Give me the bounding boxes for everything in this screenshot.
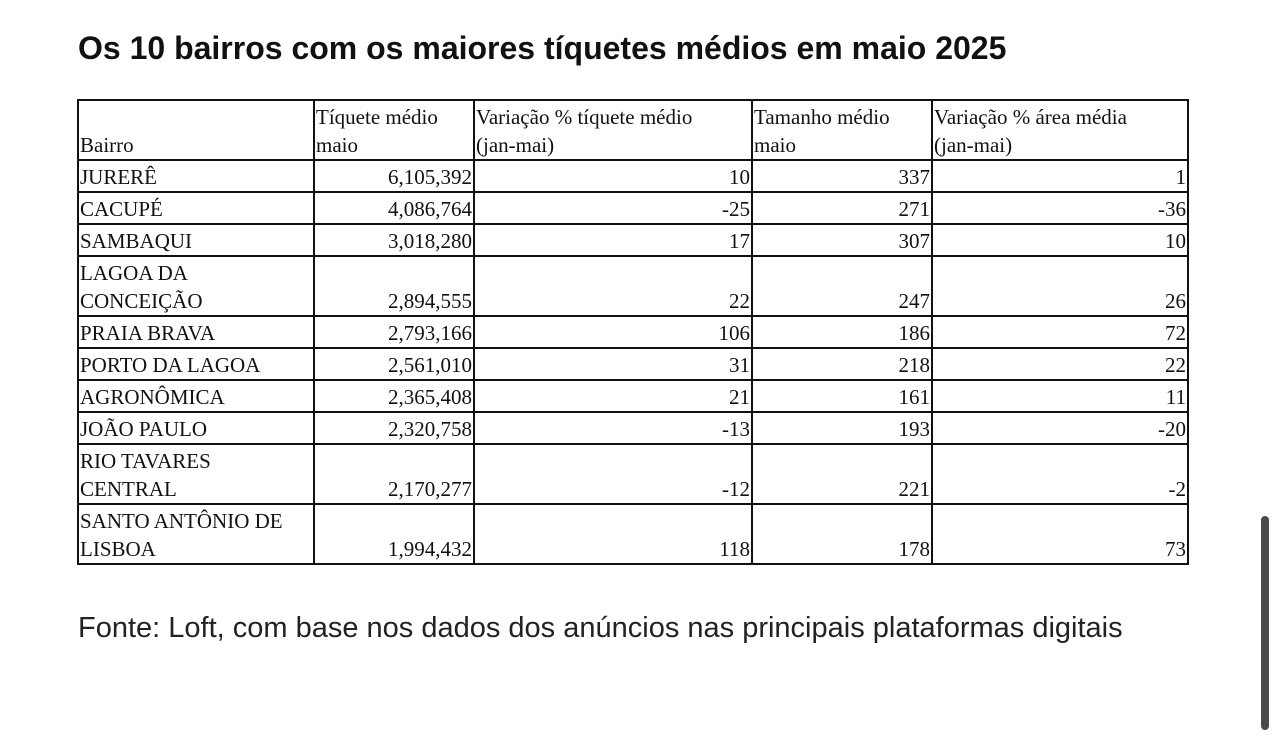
cell-ticket: 2,894,555 (314, 256, 474, 316)
cell-tamanho: 307 (752, 224, 932, 256)
cell-tamanho: 186 (752, 316, 932, 348)
cell-var-ticket: -13 (474, 412, 752, 444)
cell-var-ticket: 118 (474, 504, 752, 564)
source-note: Fonte: Loft, com base nos dados dos anúncios nas principais plataformas digitais (78, 612, 1123, 644)
cell-bairro: SAMBAQUI (78, 224, 314, 256)
header-var-area: Variação % área média (jan-mai) (932, 100, 1188, 160)
cell-bairro: SANTO ANTÔNIO DE LISBOA (78, 504, 314, 564)
cell-ticket: 3,018,280 (314, 224, 474, 256)
cell-tamanho: 337 (752, 160, 932, 192)
cell-tamanho: 271 (752, 192, 932, 224)
cell-var-area: 72 (932, 316, 1188, 348)
table-row (78, 412, 1188, 444)
cell-bairro: AGRONÔMICA (78, 380, 314, 412)
cell-tamanho: 178 (752, 504, 932, 564)
cell-bairro: PRAIA BRAVA (78, 316, 314, 348)
cell-ticket: 6,105,392 (314, 160, 474, 192)
cell-var-area: 22 (932, 348, 1188, 380)
cell-bairro: JOÃO PAULO (78, 412, 314, 444)
cell-ticket: 1,994,432 (314, 504, 474, 564)
cell-ticket: 2,561,010 (314, 348, 474, 380)
cell-bairro: LAGOA DA CONCEIÇÃO (78, 256, 314, 316)
header-bairro: Bairro (78, 100, 314, 160)
cell-bairro: RIO TAVARES CENTRAL (78, 444, 314, 504)
cell-tamanho: 161 (752, 380, 932, 412)
table-row (78, 316, 1188, 348)
cell-bairro: CACUPÉ (78, 192, 314, 224)
cell-var-ticket: 17 (474, 224, 752, 256)
header-var-ticket: Variação % tíquete médio (jan-mai) (474, 100, 752, 160)
cell-tamanho: 193 (752, 412, 932, 444)
header-ticket: Tíquete médio maio (314, 100, 474, 160)
cell-ticket: 2,793,166 (314, 316, 474, 348)
cell-var-area: -20 (932, 412, 1188, 444)
cell-var-ticket: 21 (474, 380, 752, 412)
table-row (78, 256, 1188, 316)
cell-var-ticket: -12 (474, 444, 752, 504)
cell-var-area: 10 (932, 224, 1188, 256)
cell-tamanho: 221 (752, 444, 932, 504)
table-header-row (78, 100, 1188, 160)
cell-ticket: 2,365,408 (314, 380, 474, 412)
table-row (78, 224, 1188, 256)
cell-var-area: -2 (932, 444, 1188, 504)
data-table (77, 99, 1189, 565)
table-row (78, 192, 1188, 224)
cell-var-ticket: 31 (474, 348, 752, 380)
cell-var-area: 11 (932, 380, 1188, 412)
header-tamanho: Tamanho médio maio (752, 100, 932, 160)
vertical-scrollbar[interactable] (1261, 516, 1269, 730)
cell-ticket: 2,170,277 (314, 444, 474, 504)
cell-var-ticket: 22 (474, 256, 752, 316)
cell-bairro: PORTO DA LAGOA (78, 348, 314, 380)
cell-bairro: JURERÊ (78, 160, 314, 192)
cell-var-ticket: -25 (474, 192, 752, 224)
table-row (78, 444, 1188, 504)
cell-var-ticket: 10 (474, 160, 752, 192)
table-row (78, 504, 1188, 564)
cell-tamanho: 218 (752, 348, 932, 380)
table-row (78, 348, 1188, 380)
cell-ticket: 4,086,764 (314, 192, 474, 224)
table-row (78, 380, 1188, 412)
cell-var-area: 73 (932, 504, 1188, 564)
page-title: Os 10 bairros com os maiores tíquetes médios em maio 2025 (78, 30, 1007, 66)
cell-var-ticket: 106 (474, 316, 752, 348)
cell-var-area: 1 (932, 160, 1188, 192)
table-row (78, 160, 1188, 192)
cell-var-area: -36 (932, 192, 1188, 224)
cell-var-area: 26 (932, 256, 1188, 316)
cell-tamanho: 247 (752, 256, 932, 316)
cell-ticket: 2,320,758 (314, 412, 474, 444)
